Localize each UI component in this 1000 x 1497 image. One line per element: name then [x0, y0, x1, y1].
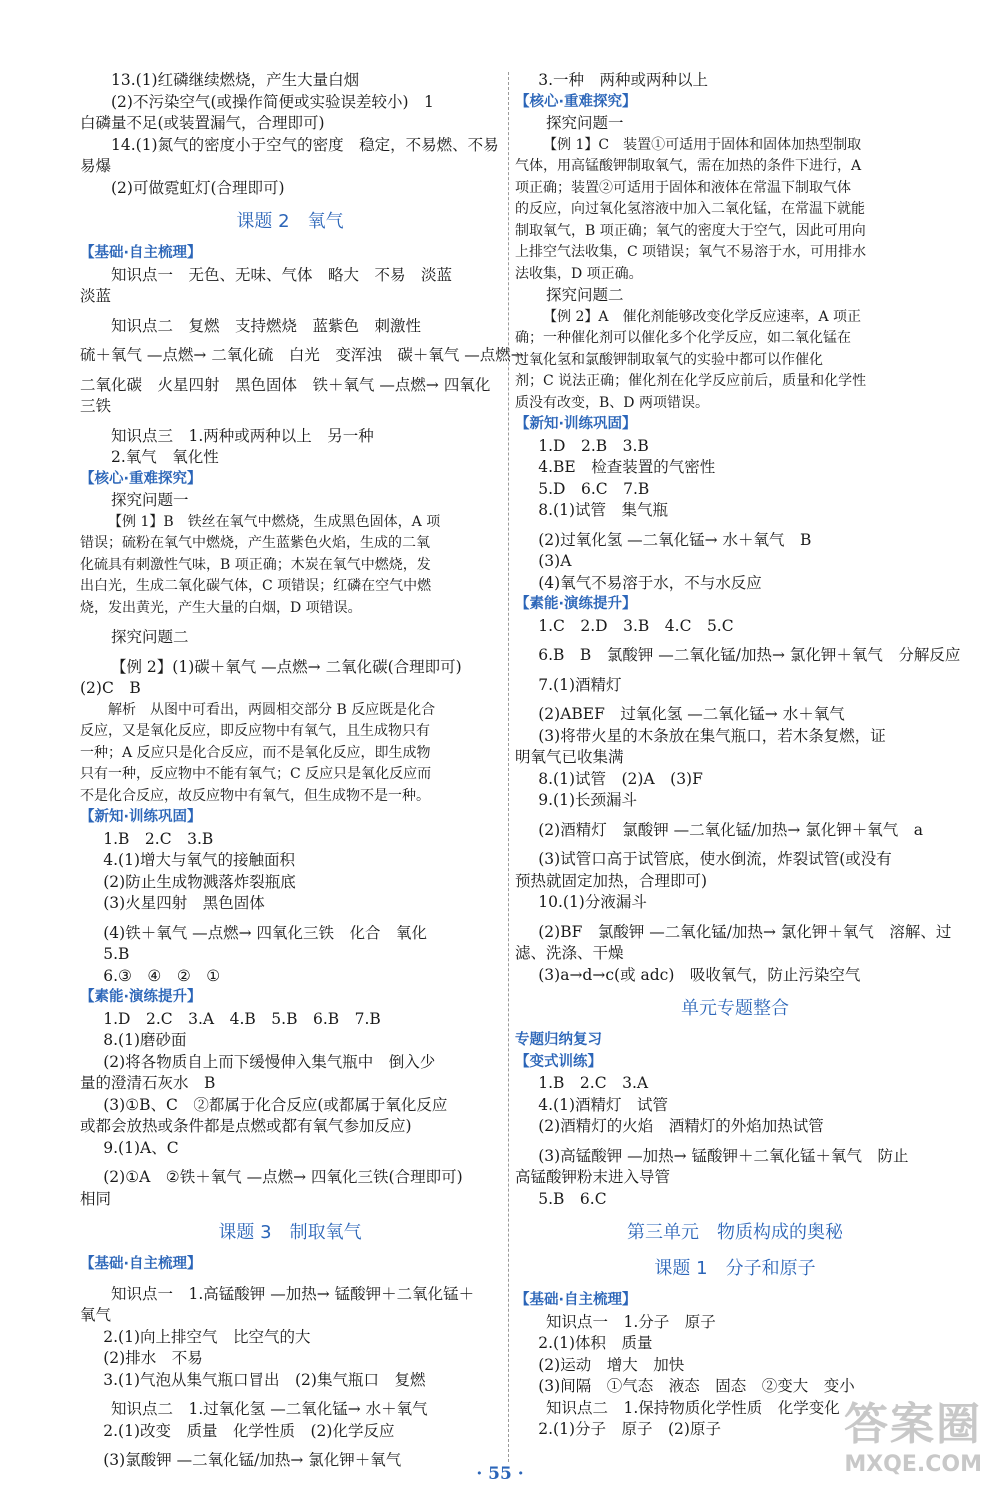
text-line: (2)排水 不易	[103, 1349, 203, 1367]
text-line: 制取氧气，B 项正确；氧气的密度大于空气，因此可用向	[515, 222, 866, 239]
text-line: 【例 2】(1)碳＋氧气 —点燃→ 二氧化碳(合理即可)	[111, 657, 462, 676]
text-line: 硫＋氧气 —点燃→ 二氧化硫 白光 变浑浊 碳＋氧气 —点燃→	[80, 346, 524, 364]
text-line: 反应，又是氧化反应，即反应物中有氧气，且生成物只有	[80, 723, 430, 739]
text-line: 易爆	[80, 157, 112, 175]
text-line: (3)将带火星的木条放在集气瓶口，若木条复燃，证	[538, 726, 886, 745]
left-column	[80, 70, 524, 1472]
text-line: 高锰酸钾粉末进入导管	[515, 1168, 671, 1186]
text-line: (4)氧气不易溶于水，不与水反应	[538, 573, 762, 592]
text-line: 9.(1)A、C	[103, 1138, 179, 1157]
section-heading: 课题 1 分子和原子	[654, 1258, 816, 1279]
text-line: 8.(1)磨砂面	[103, 1031, 187, 1049]
text-line: (2)不污染空气(或操作简便或实验误差较小) 1	[111, 92, 434, 111]
text-line: 过氧化氢和氯酸钾制取氧气的实验中都可以作催化	[515, 351, 823, 368]
section-heading: 课题 2 氧气	[236, 211, 344, 232]
text-line: 解析 从图中可看出，两圆相交部分 B 反应既是化合	[108, 701, 436, 718]
text-line: 【例 1】C 装置①可适用于固体和固体加热型制取	[543, 136, 862, 153]
text-line: 只有一种，反应物中不能有氧气；C 反应只是氧化反应而	[80, 766, 432, 782]
section-heading: 课题 3 制取氧气	[218, 1222, 362, 1243]
section-label: 【新知·训练巩固】	[80, 809, 202, 825]
text-line: 知识点二 复燃 支持燃烧 蓝紫色 刺激性	[111, 316, 422, 335]
text-line: 或都会放热或条件都是点燃或都有氧气参加反应)	[80, 1117, 412, 1135]
text-line: (2)酒精灯的火焰 酒精灯的外焰加热试管	[538, 1117, 824, 1135]
text-line: (2)酒精灯 氯酸钾 —二氧化锰/加热→ 氯化钾＋氧气 a	[538, 820, 924, 839]
text-line: 二氧化碳 火星四射 黑色固体 铁＋氧气 —点燃→ 四氧化	[80, 375, 491, 394]
text-line: 1.C 2.D 3.B 4.C 5.C	[538, 616, 734, 635]
text-line: 1.B 2.C 3.B	[103, 829, 214, 848]
text-line: 法收集，D 项正确。	[515, 265, 643, 282]
text-line: 【例 2】A 催化剂能够改变化学反应速率，A 项正	[543, 308, 862, 325]
section-label: 【核心·重难探究】	[80, 470, 202, 487]
text-line: 13.(1)红磷继续燃烧，产生大量白烟	[111, 71, 360, 89]
section-heading: 第三单元 物质构成的奥秘	[627, 1222, 843, 1243]
text-line: 烧，发出黄光，产生大量的白烟，D 项错误。	[80, 599, 362, 616]
text-line: 7.(1)酒精灯	[538, 675, 622, 694]
section-label: 【基础·自主梳理】	[80, 1256, 202, 1272]
text-line: 2.氧气 氧化性	[111, 448, 219, 466]
subsection-label: 专题归纳复习	[515, 1032, 602, 1048]
watermark-url: MXQE.COM	[844, 1452, 982, 1477]
section-heading: 单元专题整合	[681, 998, 789, 1019]
section-label: 【素能·演练提升】	[80, 989, 202, 1005]
text-line: 淡蓝	[80, 287, 112, 305]
text-line: 6.B B 氯酸钾 —二氧化锰/加热→ 氯化钾＋氧气 分解反应	[538, 646, 961, 664]
text-line: 化硫具有刺激性气味，B 项正确；木炭在氧气中燃烧，发	[80, 556, 431, 573]
text-line: 氧气	[80, 1306, 112, 1324]
text-line: 知识点一 无色、无味、气体 略大 不易 淡蓝	[111, 265, 453, 284]
text-line: 确；一种催化剂可以催化多个化学反应，如二氧化锰在	[515, 330, 851, 346]
text-line: 项正确；装置②可适用于固体和液体在常温下制取气体	[515, 179, 851, 196]
text-line: 探究问题二	[111, 628, 189, 646]
section-label: 【变式训练】	[515, 1053, 602, 1070]
text-line: 2.(1)改变 质量 化学性质 (2)化学反应	[103, 1421, 395, 1440]
section-label: 【素能·演练提升】	[515, 596, 637, 612]
text-line: 14.(1)氮气的密度小于空气的密度 稳定，不易燃、不易	[111, 135, 499, 154]
text-line: 10.(1)分液漏斗	[538, 893, 647, 911]
text-line: 5.B	[103, 945, 130, 963]
section-label: 【新知·训练巩固】	[515, 416, 637, 432]
text-line: 1.D 2.C 3.A 4.B 5.B 6.B 7.B	[103, 1009, 381, 1028]
text-line: 剂；C 说法正确；催化剂在化学反应前后，质量和化学性	[515, 373, 867, 389]
text-line: 2.(1)体积 质量	[538, 1334, 653, 1352]
text-line: (2)BF 氯酸钾 —二氧化锰/加热→ 氯化钾＋氧气 溶解、过	[538, 922, 952, 941]
text-line: 三铁	[80, 397, 112, 415]
text-line: 5.D 6.C 7.B	[538, 479, 650, 498]
column-divider	[508, 72, 509, 1462]
text-line: 滤、洗涤、干燥	[515, 944, 624, 962]
text-line: (3)①B、C ②都属于化合反应(或都属于氧化反应	[103, 1095, 448, 1114]
text-line: (3)氯酸钾 —二氧化锰/加热→ 氯化钾＋氧气	[103, 1451, 402, 1469]
text-line: (2)C B	[80, 679, 141, 697]
text-line: 预热就固定加热，合理即可)	[515, 871, 708, 890]
text-line: 上排空气法收集，C 项错误；氧气不易溶于水，可用排水	[515, 244, 867, 260]
text-line: (3)试管口高于试管底，使水倒流，炸裂试管(或没有	[538, 850, 892, 868]
text-line: 1.B 2.C 3.A	[538, 1074, 649, 1092]
text-line: 3.一种 两种或两种以上	[538, 71, 709, 89]
watermark-text: 答案圈	[844, 1399, 982, 1450]
text-line: (2)过氧化氢 —二氧化锰→ 水＋氧气 B	[538, 530, 812, 549]
section-label: 【核心·重难探究】	[515, 93, 637, 110]
text-line: 探究问题二	[546, 286, 624, 304]
text-line: (3)火星四射 黑色固体	[103, 894, 265, 912]
text-line: 知识点一 1.分子 原子	[546, 1312, 716, 1331]
text-line: (2)可做霓虹灯(合理即可)	[111, 178, 285, 197]
text-line: 相同	[80, 1189, 112, 1208]
text-line: (2)防止生成物溅落炸裂瓶底	[103, 872, 296, 891]
text-line: 3.(1)气泡从集气瓶口冒出 (2)集气瓶口 复燃	[103, 1370, 426, 1389]
text-line: 一种；A 反应只是化合反应，而不是氧化反应，即生成物	[80, 744, 431, 761]
text-line: 【例 1】B 铁丝在氧气中燃烧，生成黑色固体，A 项	[108, 513, 441, 530]
text-line: (2)将各物质自上而下缓慢伸入集气瓶中 倒入少	[103, 1052, 436, 1071]
section-label: 【基础·自主梳理】	[80, 245, 202, 261]
text-line: 4.(1)酒精灯 试管	[538, 1095, 668, 1114]
watermark-logo	[844, 1388, 982, 1477]
text-line: 5.B 6.C	[538, 1189, 607, 1208]
right-column	[515, 70, 961, 1441]
text-line: 出白光，生成二氧化碳气体，C 项错误；红磷在空气中燃	[80, 578, 432, 594]
text-line: 4.(1)增大与氧气的接触面积	[103, 851, 295, 869]
text-line: 4.BE 检查装置的气密性	[538, 458, 716, 476]
text-line: 知识点三 1.两种或两种以上 另一种	[111, 426, 374, 445]
text-line: 知识点二 1.过氧化氢 —二氧化锰→ 水＋氧气	[111, 1400, 428, 1418]
text-line: 不是化合反应，故反应物中有氧气，但生成物不是一种。	[80, 787, 430, 804]
text-line: 探究问题一	[111, 491, 189, 509]
text-line: 8.(1)试管 集气瓶	[538, 501, 668, 519]
text-line: 1.D 2.B 3.B	[538, 436, 649, 455]
text-line: (3)A	[538, 552, 572, 570]
page-number: · 55 ·	[476, 1464, 524, 1484]
text-line: 质没有改变，B、D 两项错误。	[515, 394, 709, 411]
text-line: (3)a→d→c(或 adc) 吸收氧气，防止污染空气	[538, 965, 861, 984]
text-line: 气体，用高锰酸钾制取氧气，需在加热的条件下进行，A	[515, 158, 862, 174]
text-line: 6.③ ④ ② ①	[103, 966, 221, 985]
text-line: 错误；硫粉在氧气中燃烧，产生蓝紫色火焰，生成的二氧	[80, 535, 430, 551]
text-line: 2.(1)分子 原子 (2)原子	[538, 1420, 721, 1438]
text-line: 9.(1)长颈漏斗	[538, 791, 637, 809]
text-line: (3)间隔 ①气态 液态 固态 ②变大 变小	[538, 1377, 855, 1395]
text-line: (2)ABEF 过氧化氢 —二氧化锰→ 水＋氧气	[538, 705, 845, 723]
text-line: 8.(1)试管 (2)A (3)F	[538, 769, 703, 788]
text-line: (2)①A ②铁＋氧气 —点燃→ 四氧化三铁(合理即可)	[103, 1168, 463, 1186]
text-line: (3)高锰酸钾 —加热→ 锰酸钾＋二氧化锰＋氧气 防止	[538, 1146, 909, 1165]
text-line: 白磷量不足(或装置漏气，合理即可)	[80, 114, 325, 132]
text-line: 量的澄清石灰水 B	[80, 1074, 216, 1092]
text-line: 明氧气已收集满	[515, 748, 624, 766]
text-line: 2.(1)向上排空气 比空气的大	[103, 1327, 311, 1346]
text-line: 知识点二 1.保持物质化学性质 化学变化	[546, 1398, 840, 1417]
section-label: 【基础·自主梳理】	[515, 1292, 637, 1308]
text-line: (2)运动 增大 加快	[538, 1355, 685, 1374]
text-line: (4)铁＋氧气 —点燃→ 四氧化三铁 化合 氧化	[103, 923, 428, 942]
text-line: 知识点一 1.高锰酸钾 —加热→ 锰酸钾＋二氧化锰＋	[111, 1284, 475, 1303]
text-line: 的反应，向过氧化氢溶液中加入二氧化锰，在常温下就能	[515, 201, 865, 217]
text-line: 探究问题一	[546, 114, 624, 132]
